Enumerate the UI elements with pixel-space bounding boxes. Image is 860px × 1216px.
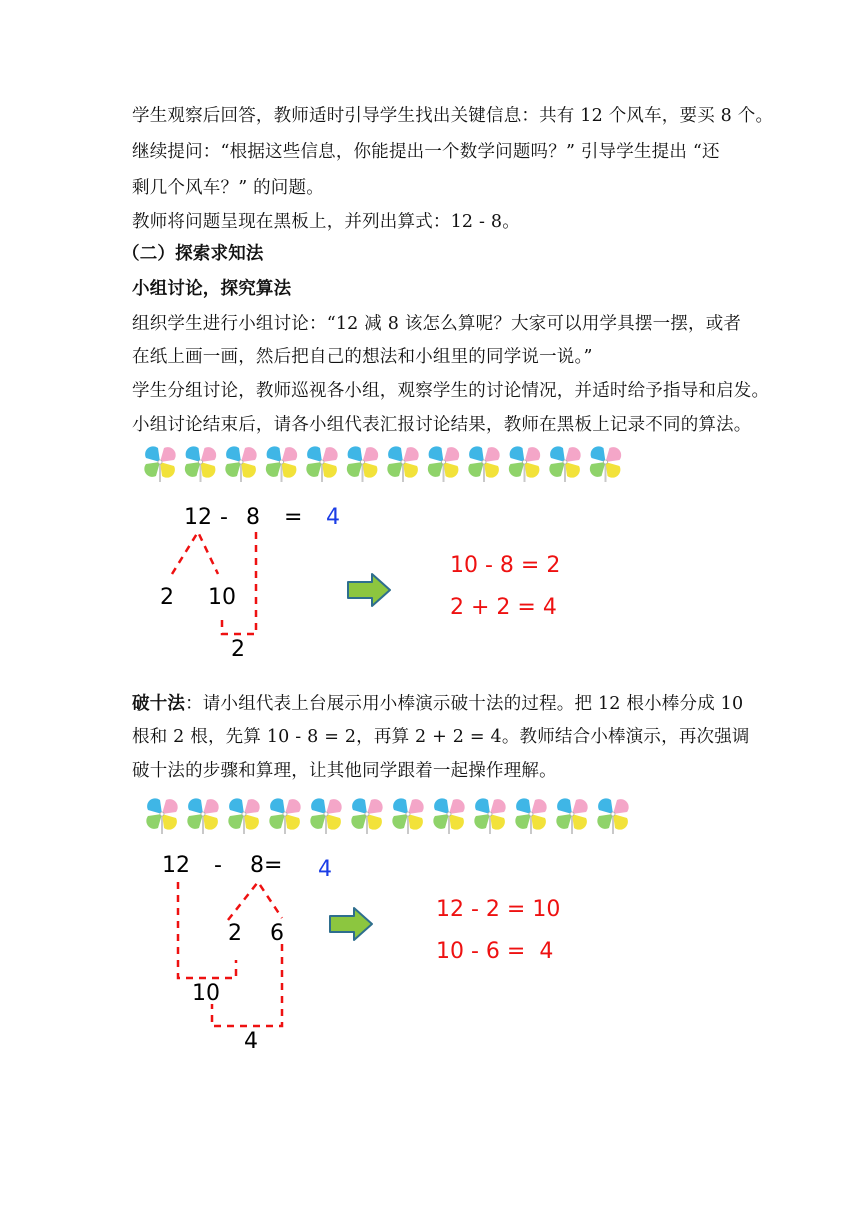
split-left: 2 [228,921,242,946]
sub-heading: 小组讨论，探究算法 [132,279,292,299]
pinwheel-icon [306,446,337,482]
paragraph-line: 继续提问：“根据这些信息，你能提出一个数学问题吗？” 引导学生提出 “还 [132,142,720,162]
equation-subtrahend: 8 [246,505,260,530]
pinwheel-icon [468,446,499,482]
pinwheel-icon [392,798,423,834]
split-right: 6 [270,921,284,946]
split-bottom: 2 [231,637,245,662]
paragraph-line: 根和 2 根，先算 10 - 8 = 2，再算 2 + 2 = 4。教师结合小棒演示，再次强调 [132,727,750,747]
pinwheel-icon [228,798,259,834]
step-two: 2 + 2 = 4 [450,595,557,620]
split-lines [172,532,218,574]
paragraph-line: 剩几个风车？” 的问题。 [132,178,324,198]
equation-minus: - [214,853,222,878]
pinwheel-icon [351,798,382,834]
pinwheel-icon [387,446,418,482]
pinwheel-icon [556,798,587,834]
step-one: 10 - 8 = 2 [450,553,561,578]
paragraph-line: 学生观察后回答，教师适时引导学生找出关键信息：共有 12 个风车，要买 8 个。 [132,106,774,126]
split-mid: 10 [192,981,220,1006]
link-lines [222,532,256,634]
pinwheel-icon [146,798,177,834]
pinwheel-icon [474,798,505,834]
pinwheel-row [144,446,621,482]
pinwheel-icon [597,798,628,834]
equation-result: 4 [318,857,332,882]
pinwheel-row [146,798,628,834]
pinwheel-icon [515,798,546,834]
pinwheel-icon [187,798,218,834]
link-lines-right [212,944,282,1026]
equation-minuend: 12 [162,853,190,878]
equation-subtrahend: 8= [250,853,283,878]
pinwheel-icon [347,446,378,482]
arrow-icon [348,574,390,606]
pinwheel-icon [433,798,464,834]
split-left: 2 [160,585,174,610]
equation-result: 4 [326,505,340,530]
equation-equals: = [284,505,303,530]
diagram-two [162,853,560,1054]
pinwheel-icon [549,446,580,482]
step-one: 12 - 2 = 10 [436,897,561,922]
split-right: 10 [208,585,236,610]
arrow-icon [330,908,372,940]
equation-minuend: 12 [184,505,212,530]
section-heading: （二）探索求知法 [122,244,264,264]
step-two: 10 - 6 = 4 [436,939,554,964]
paragraph-text: ：请小组代表上台展示用小棒演示破十法的过程。把 12 根小棒分成 10 [185,694,744,714]
pinwheel-icon [428,446,459,482]
pinwheel-icon [266,446,297,482]
paragraph-line: 在纸上画一画，然后把自己的想法和小组里的同学说一说。” [132,347,593,367]
paragraph-line: 破十法的步骤和算理，让其他同学跟着一起操作理解。 [132,761,557,781]
split-bottom: 4 [244,1029,258,1054]
pinwheel-icon [225,446,256,482]
pinwheel-icon [269,798,300,834]
paragraph-line: 组织学生进行小组讨论：“12 减 8 该怎么算呢？大家可以用学具摆一摆，或者 [132,314,742,334]
paragraph-line: 学生分组讨论，教师巡视各小组，观察学生的讨论情况，并适时给予指导和启发。 [132,381,770,401]
pinwheel-icon [590,446,621,482]
po-shi-fa-label: 破十法 [132,694,186,714]
diagram-one [160,505,560,662]
split-lines [228,882,282,920]
pinwheel-icon [310,798,341,834]
paragraph-line: 小组讨论结束后，请各小组代表汇报讨论结果，教师在黑板上记录不同的算法。 [132,415,752,435]
pinwheel-icon [144,446,175,482]
equation-minus: - [220,505,228,530]
pinwheel-icon [185,446,216,482]
paragraph-line: 教师将问题呈现在黑板上，并列出算式：12 - 8。 [132,212,520,232]
pinwheel-icon [509,446,540,482]
